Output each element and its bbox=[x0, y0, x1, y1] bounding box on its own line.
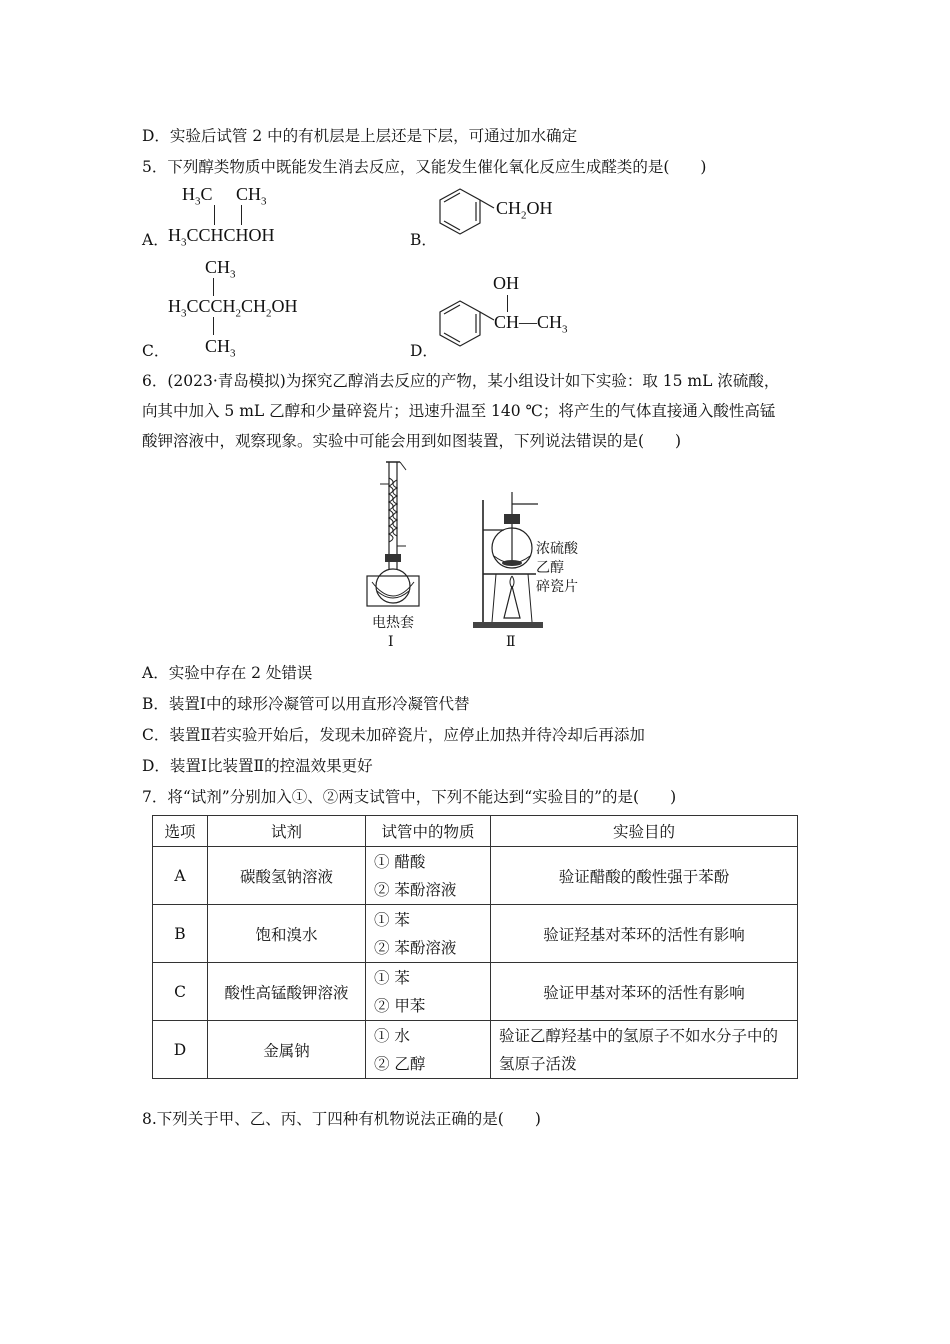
table-row bbox=[153, 1021, 798, 1079]
q5-b-group: $CH_2OH$ bbox=[496, 198, 553, 222]
q8-stem: 8.下列关于甲、乙、丙、丁四种有机物说法正确的是( ) bbox=[142, 1110, 541, 1128]
q5-stem: 5．下列醇类物质中既能发生消去反应，又能发生催化氧化反应生成醛类的是( ) bbox=[142, 158, 707, 176]
cell-reagent: 金属钠 bbox=[208, 1021, 366, 1079]
table-row bbox=[153, 963, 798, 1021]
cell-option: B bbox=[153, 905, 208, 963]
cell-substance: ① 水 ② 乙醇 bbox=[366, 1021, 491, 1079]
cell-option: A bbox=[153, 847, 208, 905]
cell-reagent: 饱和溴水 bbox=[208, 905, 366, 963]
header-option: 选项 bbox=[153, 816, 208, 847]
header-reagent: 试剂 bbox=[208, 816, 366, 847]
q4-option-d: D．实验后试管 2 中的有机层是上层还是下层，可通过加水确定 bbox=[142, 127, 578, 145]
q5-c-top: $CH_3$ bbox=[205, 257, 236, 281]
q6-stem-line2: 向其中加入 5 mL 乙醇和少量碎瓷片；迅速升温至 140 ℃；将产生的气体直接通入酸性高锰 bbox=[142, 402, 776, 420]
cell-reagent: 碳酸氢钠溶液 bbox=[208, 847, 366, 905]
q7-table bbox=[152, 815, 798, 1079]
heater-label: 电热套 bbox=[372, 615, 414, 631]
label-conc-sulfuric-acid: 浓硫酸 bbox=[536, 541, 578, 557]
q5-c-label: C． bbox=[142, 342, 170, 360]
q5-c-bottom: $CH_3$ bbox=[205, 336, 236, 360]
cell-goal: 验证羟基对苯环的活性有影响 bbox=[491, 905, 798, 963]
cell-goal: 验证甲基对苯环的活性有影响 bbox=[491, 963, 798, 1021]
q5-c-main: $H_3CCCH_2CH_2OH$ bbox=[168, 296, 298, 320]
q5-d-label: D． bbox=[410, 342, 438, 360]
cell-substance: ① 苯 ② 甲苯 bbox=[366, 963, 491, 1021]
cell-goal: 验证乙醇羟基中的氢原子不如水分子中的氢原子活泼 bbox=[491, 1021, 798, 1079]
q5-d-oh: OH bbox=[493, 273, 519, 293]
header-substance: 试管中的物质 bbox=[366, 816, 491, 847]
cell-option: D bbox=[153, 1021, 208, 1079]
q5-a-top-left: $H_3C$ bbox=[182, 184, 213, 208]
q6-stem-line3: 酸钾溶液中，观察现象。实验中可能会用到如图装置，下列说法错误的是( ) bbox=[142, 432, 682, 450]
table-row bbox=[153, 847, 798, 905]
header-goal: 实验目的 bbox=[491, 816, 798, 847]
q5-d-chain: $CH—CH_3$ bbox=[494, 312, 568, 336]
roman-1: Ⅰ bbox=[388, 634, 394, 650]
q6-option-d: D．装置Ⅰ比装置Ⅱ的控温效果更好 bbox=[142, 757, 373, 775]
q6-option-a: A．实验中存在 2 处错误 bbox=[142, 664, 313, 682]
q5-b-label: B． bbox=[410, 231, 437, 249]
q5-a-main: $H_3CCHCHOH$ bbox=[168, 225, 275, 249]
q5-a-top-right: $CH_3$ bbox=[236, 184, 267, 208]
cell-reagent: 酸性高锰酸钾溶液 bbox=[208, 963, 366, 1021]
cell-substance: ① 醋酸 ② 苯酚溶液 bbox=[366, 847, 491, 905]
apparatus-1-illustration bbox=[360, 458, 430, 618]
q7-stem: 7．将“试剂”分别加入①、②两支试管中，下列不能达到“实验目的”的是( ) bbox=[142, 788, 677, 806]
roman-2: Ⅱ bbox=[506, 634, 516, 650]
label-ethanol: 乙醇 bbox=[536, 560, 564, 576]
cell-option: C bbox=[153, 963, 208, 1021]
q5-b-benzene bbox=[436, 186, 496, 246]
q6-option-b: B．装置Ⅰ中的球形冷凝管可以用直形冷凝管代替 bbox=[142, 695, 470, 713]
q5-a-label: A． bbox=[142, 231, 169, 249]
cell-goal: 验证醋酸的酸性强于苯酚 bbox=[491, 847, 798, 905]
label-porcelain-chips: 碎瓷片 bbox=[536, 579, 578, 595]
table-header-row bbox=[153, 816, 798, 847]
q6-stem-line1: 6．(2023·青岛模拟)为探究乙醇消去反应的产物，某小组设计如下实验：取 15 mL 浓硫酸， bbox=[142, 372, 780, 390]
q6-option-c: C．装置Ⅱ若实验开始后，发现未加碎瓷片，应停止加热并待冷却后再添加 bbox=[142, 726, 645, 744]
table-row bbox=[153, 905, 798, 963]
cell-substance: ① 苯 ② 苯酚溶液 bbox=[366, 905, 491, 963]
q5-d-benzene bbox=[436, 298, 496, 358]
